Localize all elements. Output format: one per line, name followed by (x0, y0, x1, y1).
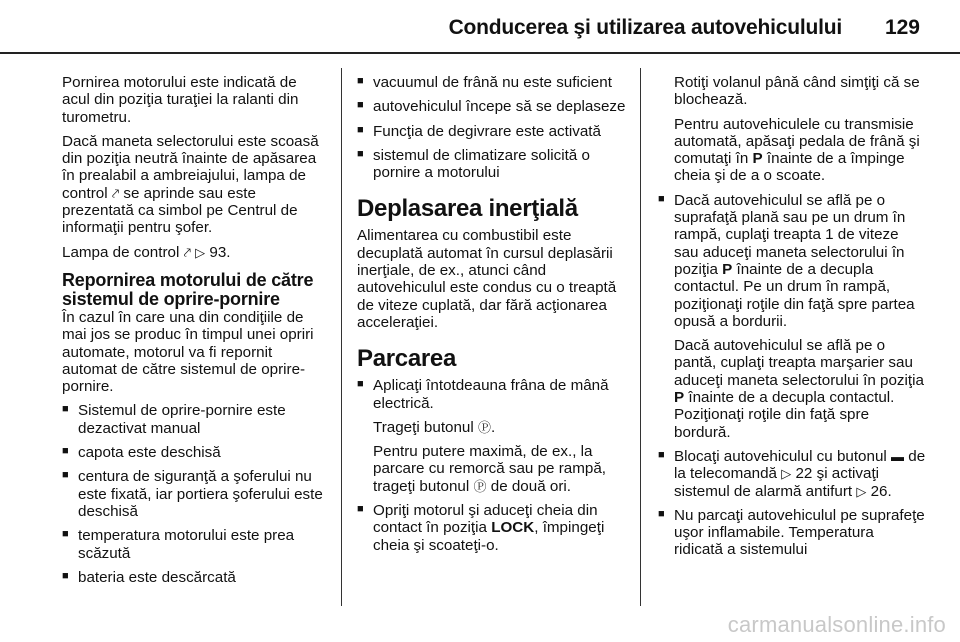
lock-position-label: LOCK (491, 519, 535, 537)
paragraph: Rotiţi volanul până când simţiţi că se blochează. (674, 74, 920, 109)
column-divider (341, 68, 342, 606)
list-item (658, 192, 926, 441)
paragraph (658, 116, 926, 185)
text: înainte de a împinge cheia şi de a o scoate. (674, 150, 905, 185)
text: Pentru putere maximă, de ex., la parcare cu remorcă sau pe rampă, trageţi butonul (373, 443, 606, 495)
text: Dacă maneta selectorului este scoasă din poziţia neutră înainte de apăsarea în prealabil a ambreiajului, lampa de control (62, 132, 319, 202)
shift-indicator-icon: ⤤ (183, 244, 191, 260)
text: înainte de a decupla contactul. Pe un drum în rampă, poziţionaţi roţile din faţă spre partea opusă a bordurii. (674, 260, 915, 330)
lock-button-icon: ▬ (891, 448, 905, 464)
paragraph (373, 419, 627, 436)
header-rule (0, 52, 960, 54)
list-item: ■ autovehiculul începe să se deplaseze (357, 98, 627, 115)
condition-list (62, 402, 328, 586)
list-item: ■ bateria este descărcată (62, 569, 328, 586)
paragraph: În cazul în care una din condiţiile de mai jos se produc în timpul unei opriri automate, motorul va fi repornit automat de către sistemul de oprire-pornire. (62, 308, 314, 396)
paragraph (62, 133, 328, 237)
list-item (357, 502, 627, 554)
section-heading: Parcarea (357, 345, 457, 373)
parking-brake-icon: Ⓟ (478, 419, 492, 435)
page-title: Conducerea şi utilizarea autovehiculului (448, 16, 842, 39)
text: Opriţi motorul şi aduceţi cheia din contact în poziţia (373, 502, 598, 537)
text: de la telecomandă (674, 447, 926, 483)
page-header (0, 0, 960, 60)
column-divider (640, 68, 641, 606)
text: Dacă autovehiculul se află pe o suprafaţă plană sau pe un drum în rampă, cuplaţi treapta 1 de viteze sau aduceţi maneta selectorului în poziţia (674, 191, 906, 278)
section-heading: Repornirea motorului de către sistemul de oprire-pornire (62, 269, 314, 309)
paragraph: Alimentarea cu combustibil este decuplată automat în cursul deplasării inerţiale, de ex., atunci când autovehiculul este condus cu o treaptă de viteze cuplată, dar fără acţionarea acceleraţiei. (357, 227, 617, 331)
list-item: ■ capota este deschisă (62, 444, 328, 461)
parking-brake-icon: Ⓟ (473, 478, 487, 494)
page-number: 129 (884, 16, 920, 39)
paragraph (373, 443, 627, 495)
list-item (357, 377, 627, 495)
gear-position-label: P (722, 260, 733, 278)
section-heading: Deplasarea inerţială (357, 195, 578, 223)
page-reference[interactable]: 93. (209, 243, 231, 261)
list-item: ■ sistemul de climatizare solicită o pornire a motorului (357, 147, 627, 182)
condition-list (357, 74, 627, 181)
watermark: carmanualsonline.info (727, 612, 946, 637)
paragraph: Pornirea motorului este indicată de acul din poziţia turaţiei la ralanti din turometru. (62, 74, 299, 126)
gear-position-label: P (752, 150, 763, 168)
list-item (658, 448, 926, 500)
column-2 (357, 74, 627, 561)
text: de două ori. (490, 477, 571, 495)
text: , împingeţi cheia şi scoateţi-o. (373, 519, 605, 554)
page-reference-icon: ▷ (195, 244, 206, 260)
list-item: ■ vacuumul de frână nu este suficient (357, 74, 627, 91)
text: Trageţi butonul (373, 418, 474, 436)
page-reference[interactable]: 22 şi activaţi sistemul de alarmă antifurt (674, 465, 880, 500)
text: Dacă autovehiculul se află pe o pantă, cuplaţi treapta marşarier sau aduceţi maneta selectorului în poziţia (674, 337, 924, 389)
page-reference-icon: ▷ (781, 466, 792, 482)
text: înainte de a decupla contactul. Poziţionaţi roţile din faţă spre bordură. (674, 389, 895, 441)
list-item: ■ Funcţia de degivrare este activată (357, 123, 627, 140)
text: . (491, 418, 496, 436)
list-item: ■ temperatura motorului este prea scăzută (62, 527, 328, 562)
text: Lampa de control (62, 243, 180, 261)
text: Pentru autovehiculele cu transmisie automată, apăsaţi pedala de frână şi comutaţi în (674, 115, 920, 168)
gear-position-label: P (674, 389, 685, 407)
paragraph (62, 244, 328, 261)
parking-list (658, 192, 926, 559)
parking-list (357, 377, 627, 554)
shift-indicator-icon: ⤤ (111, 185, 120, 201)
list-item: ■ Nu parcaţi autovehiculul pe suprafeţe uşor inflamabile. Temperatura ridicată a sistemului (658, 507, 926, 559)
paragraph (674, 337, 926, 441)
list-item: ■ Sistemul de oprire-pornire este dezactivat manual (62, 402, 328, 437)
text: Aplicaţi întotdeauna frâna de mână electrică. (373, 377, 609, 412)
page-reference-icon: ▷ (856, 483, 867, 499)
page-reference[interactable]: 26. (870, 482, 892, 500)
column-3 (658, 74, 926, 566)
list-item: ■ centura de siguranţă a şoferului nu este fixată, iar portiera şoferului este deschisă (62, 468, 328, 520)
text: Blocaţi autovehiculul cu butonul (674, 447, 887, 465)
column-1 (62, 74, 328, 593)
text: se aprinde sau este prezentată ca simbol pe Centrul de informaţii pentru şofer. (62, 184, 298, 237)
